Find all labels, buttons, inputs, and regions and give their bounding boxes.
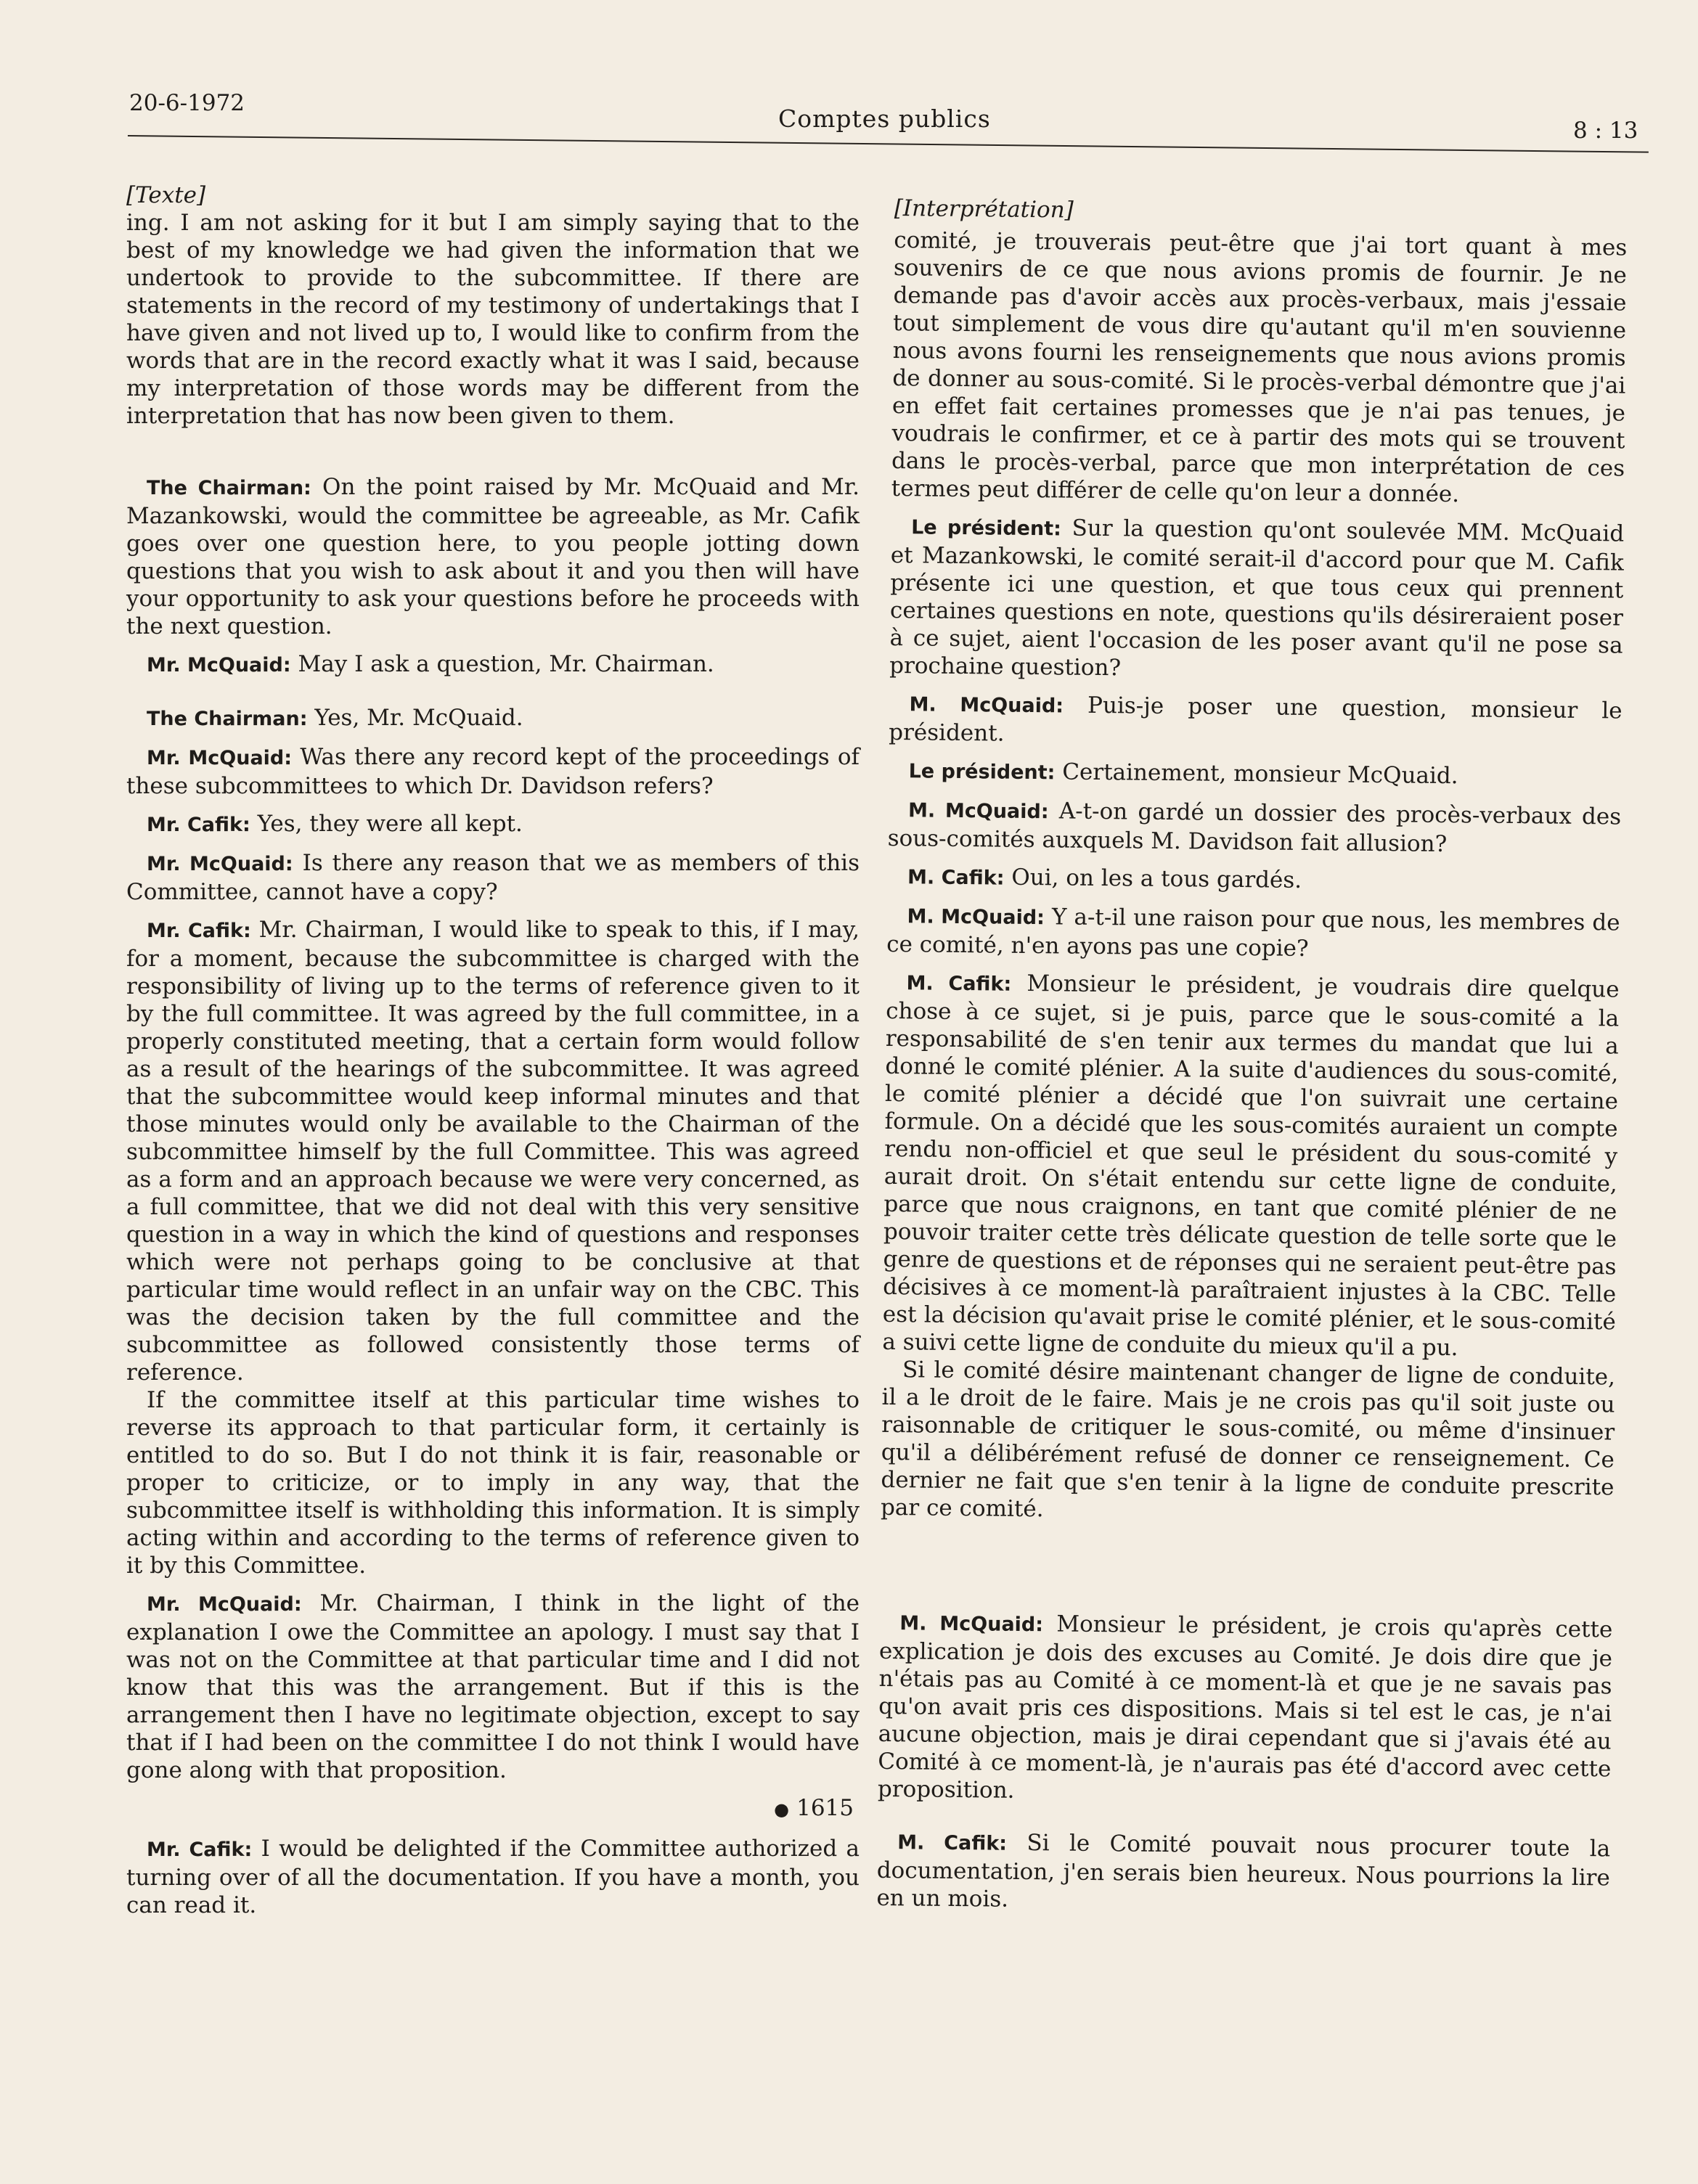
speech-text: Y a-t-il une raison pour que nous, les membres de ce comité, n'en ayons pas une copie? [886,904,1620,962]
time-marker [126,1794,860,1823]
transcript-paragraph [126,743,860,800]
transcript-paragraph [886,901,1620,966]
speech-text: Yes, Mr. McQuaid. [314,705,523,731]
speaker-name: Le président: [908,760,1056,785]
header-title: Comptes publics [778,105,991,133]
speech-text: Was there any record kept of the proceedings of these subcommittees to which Dr. Davidson refers? [126,744,860,799]
transcript-paragraph [882,968,1620,1364]
speech-text: On the point raised by Mr. McQuaid and Mr. Mazankowski, would the committee be agreeable, as Mr. Cafik goes over one question here, to you people jotting down questions that you wish to ask about it and you then will have your opportunity to ask your questions before he proceeds with the next question. [126,474,860,639]
speech-text: Is there any reason that we as members of this Committee, cannot have a copy? [126,850,860,905]
speech-text: A-t-on gardé un dossier des procès-verbaux des sous-comités auxquels M. Davidson fait allusion? [887,798,1622,858]
speaker-name: The Chairman: [147,708,308,730]
transcript-paragraph [889,512,1624,687]
transcript-paragraph [888,756,1621,793]
speaker-name: M. Cafik: [907,866,1005,890]
speaker-name: Mr. Cafik: [147,1839,253,1861]
section-label-texte: [Texte] [126,182,206,208]
speech-text: I would be delighted if the Committee authorized a turning over of all the documentation. If you have a month, you can read it. [126,1836,860,1918]
speech-text: Monsieur le président, je voudrais dire quelque chose à ce sujet, si je puis, parce que le sous-comité a la responsabilité de s'en tenir aux termes du mandat que lui a donné le comité plénier. A la suite d'audiences du sous-comité, le comité plénier a décidé que l'on suivrait une certaine formule. On a décidé que les sous-comités auraient un compte rendu non-officiel et que seul le président du sous-comité y aurait droit. On s'était entendu sur cette ligne de conduite, parce que nous craignons, en tant que comité plénier de ne pouvoir traiter cette très délicate question de telle sorte que le genre de questions et de réponses qui ne seraient peut-être pas décisives à ce moment-là paraîtraient injustes à la CBC. Telle est la décision qu'avait prise le comité plénier, et le sous-comité a suivi cette ligne de conduite du mieux qu'il a pu. [882,970,1620,1362]
header-date: 20-6-1972 [129,90,245,116]
speech-text: Oui, on les a tous gardés. [1011,864,1302,893]
speech-text: Yes, they were all kept. [257,811,523,837]
speaker-name: Mr. McQuaid: [147,747,293,769]
transcript-paragraph [889,690,1623,754]
speaker-name: M. McQuaid: [899,1612,1044,1637]
transcript-paragraph [126,650,860,679]
header-rule [128,135,1649,153]
speech-text: Puis-je poser une question, monsieur le président. [889,692,1623,747]
speaker-name: Mr. McQuaid: [147,1593,302,1616]
transcript-paragraph [126,810,860,839]
speaker-name: Mr. McQuaid: [147,853,293,875]
time-marker-value: 1615 [796,1795,854,1821]
speech-text: Sur la question qu'ont soulevée MM. McQuaid et Mazankowski, le comité serait-il d'accord pour que M. Cafik présente ici une question, et que tous ceux qui prennent certaines questions en note, questions qu'ils désireraient poser à ce sujet, aient l'occasion de les poser avant qu'il ne pose sa prochaine question? [889,515,1625,682]
continuation-paragraph: If the committee itself at this particular time wishes to reverse its approach to that particular form, it certainly is entitled to do so. But I do not think it is fair, reasonable or proper to criticize, or to imply in any way, that the subcommittee itself is withholding this information. It is simply acting within and according to the terms of reference given to it by this Committee. [126,1387,860,1579]
speaker-name: Mr. Cafik: [147,814,250,836]
transcript-paragraph [126,1835,860,1919]
transcript-paragraph [876,1828,1610,1920]
opening-paragraph: ing. I am not asking for it but I am simply saying that to the best of my knowledge we had given the information that we undertook to provide to the subcommittee. If there are statements in the record of my testimony of undertakings that I have given and not lived up to, I would like to confirm from the words that are in the record exactly what it was I said, because my interpretation of those words may be different from the interpretation that has now been given to them. [126,210,860,429]
opening-paragraph: comité, je trouverais peut-être que j'ai tort quant à mes souvenirs de ce que nous avions promis de fournir. Je ne demande pas d'avoir accès aux procès-verbaux, mais j'essaie tout simplement de vous dire qu'autant qu'il m'en souvienne nous avons fourni les renseignements que nous avions promis de donner au sous-comité. Si le procès-verbal démontre que j'ai en effet fait certaines promesses que je n'ai pas tenues, je voudrais le confirmer, et ce à partir des mots qui se trouvent dans le procès-verbal, parce que mon interprétation de ces termes peut différer de celle qu'on leur a donnée. [891,226,1628,508]
transcript-paragraph [126,473,860,640]
section-label-interpretation: [Interprétation] [894,195,1074,224]
transcript-paragraph [126,704,860,733]
speaker-name: M. McQuaid: [907,799,1049,824]
header-page-number: 8 : 13 [1573,118,1638,144]
transcript-paragraph [126,849,860,906]
transcript-paragraph [888,796,1622,860]
speech-text: Mr. Chairman, I would like to speak to this, if I may, for a moment, because the subcommittee is charged with the responsibility of living up to the terms of reference given to it by the full committee. It was agreed by the full committee, in a properly constituted meeting, that a certain form would follow as a result of the hearings of the subcommittee. It was agreed that the subcommittee would keep informal minutes and that those minutes would only be available to the Chairman of the subcommittee himself by the full Committee. This was agreed as a form and an approach because we were very concerned, as a full committee, that we did not deal with this very sensitive question in a way in which the kind of questions and responses which were not perhaps going to be conclusive at that particular time would reflect in an unfair way on the CBC. This was the decision taken by the full committee and the subcommittee as followed consistently those terms of reference. [126,917,860,1386]
speaker-name: M. Cafik: [897,1831,1008,1855]
transcript-paragraph [126,1590,860,1784]
speech-text: Monsieur le président, je crois qu'après cette explication je dois des excuses au Comité. Je dois dire que je n'étais pas au Comité à ce moment-là et que je ne savais pas qu'on avait pris ces dispositions. Mais si tel est le cas, je n'ai aucune objection, mais je dirai cependant que si j'avais été au Comité à ce moment-là, je n'aurais pas été d'accord avec cette proposition. [877,1611,1613,1804]
speech-text: May I ask a question, Mr. Chairman. [298,651,714,677]
transcript-paragraph [878,1608,1613,1811]
left-column [126,181,860,1929]
speaker-name: M. McQuaid: [907,905,1045,930]
continuation-paragraph: Si le comité désire maintenant changer de ligne de conduite, il a le droit de le faire. Mais je ne crois pas qu'il soit juste ou raisonnable de critiquer le sous-comité, ou même d'insinuer qu'il a délibérément refusé de donner ce renseignement. Ce dernier ne fait que s'en tenir à la ligne de conduite prescrite par ce comité. [880,1357,1616,1523]
speaker-name: Mr. McQuaid: [147,654,291,676]
bullet-icon: ● [774,1799,790,1820]
right-column [876,195,1628,1929]
speech-text: Mr. Chairman, I think in the light of the explanation I owe the Committee an apology. I must say that I was not on the Committee at that particular time and I did not know that this was the arrangement. But if this is the arrangement then I have no legitimate objection, except to say that if I had been on the committee I do not think I would have gone along with that proposition. [126,1590,860,1783]
speaker-name: Le président: [911,516,1062,541]
speech-text: Certainement, monsieur McQuaid. [1062,758,1458,790]
transcript-paragraph [126,916,860,1386]
speaker-name: The Chairman: [147,477,311,499]
transcript-paragraph [887,862,1620,899]
speech-text: Si le Comité pouvait nous procurer toute la documentation, j'en serais bien heureux. Nous pourrions la lire en un mois. [876,1830,1611,1913]
speaker-name: M. Cafik: [906,972,1012,996]
speaker-name: Mr. Cafik: [147,920,251,942]
speaker-name: M. McQuaid: [909,693,1064,718]
